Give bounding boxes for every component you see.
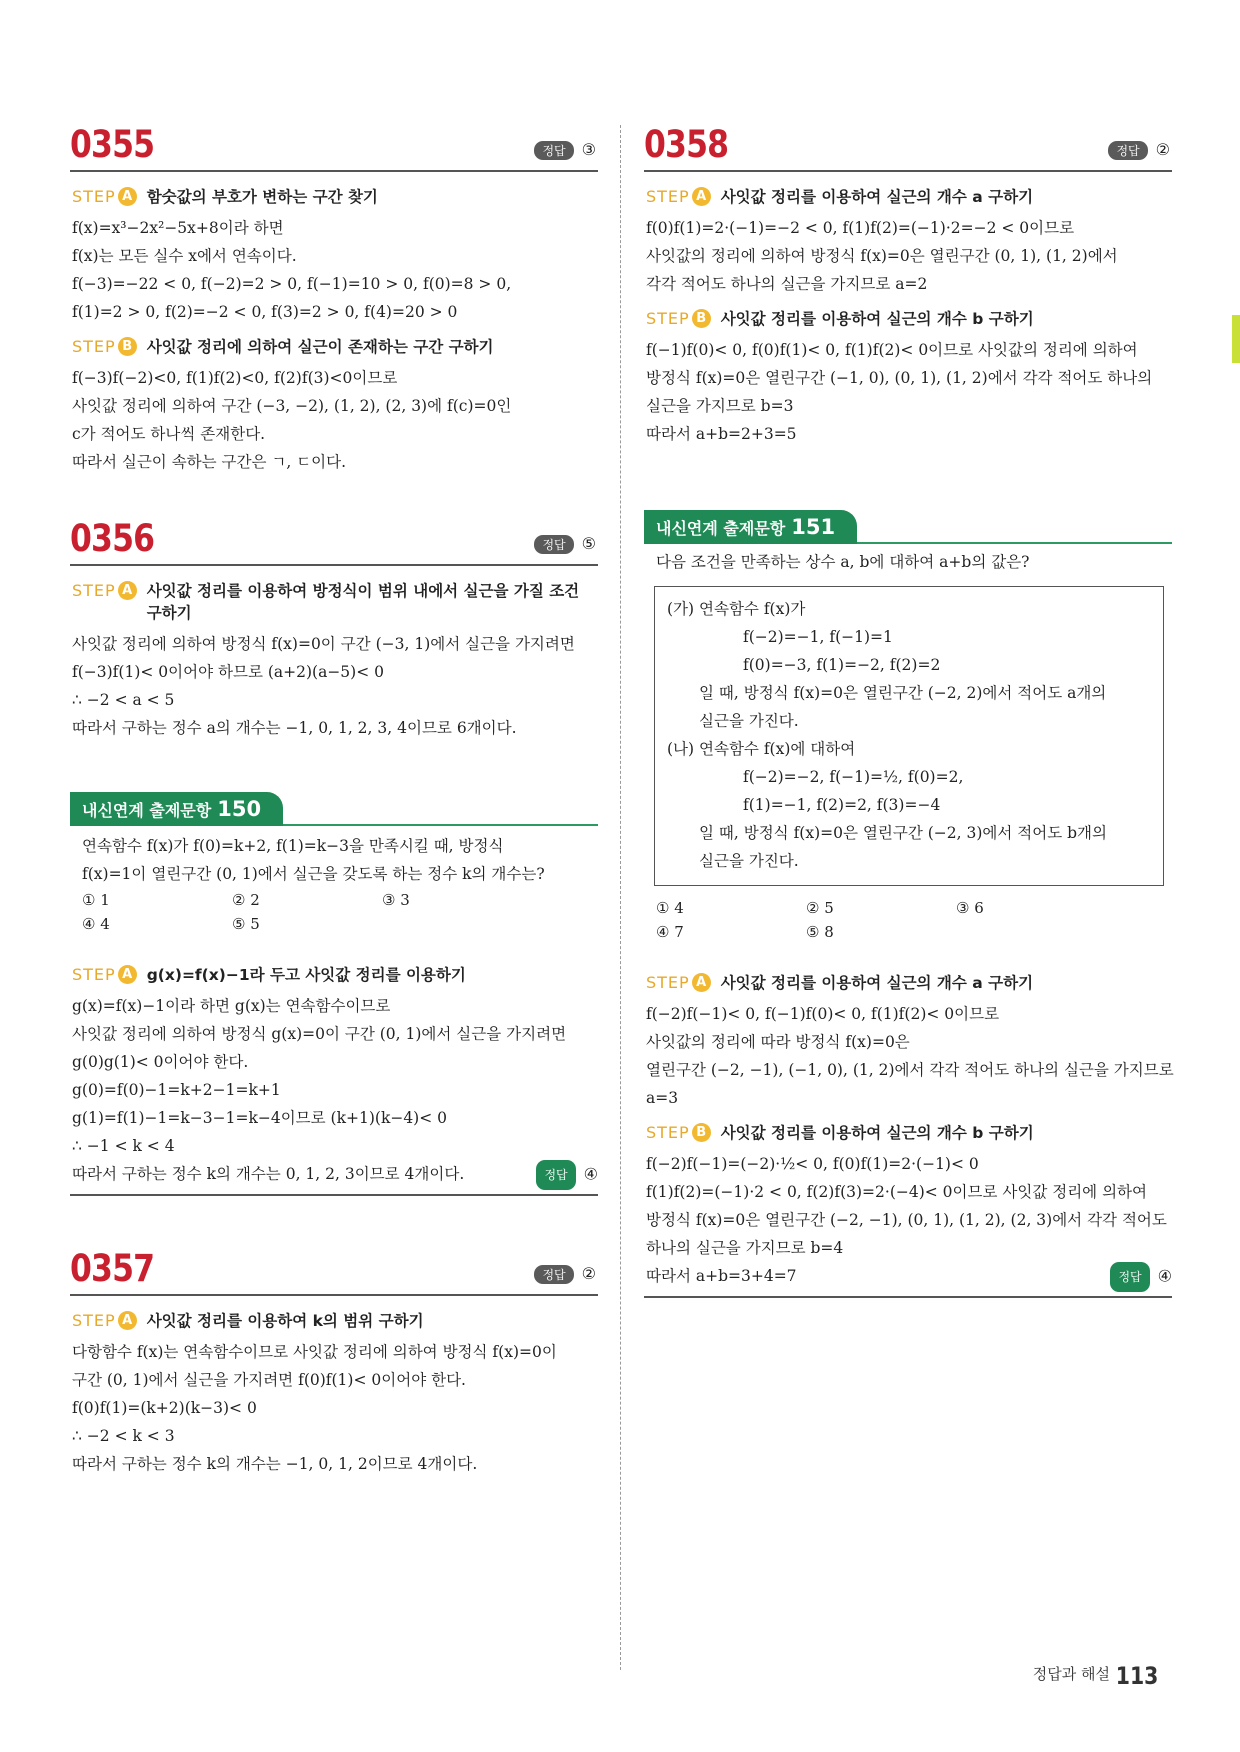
solution-line: 실근을 가지므로 b=3	[646, 397, 794, 415]
problem-number: 0355	[70, 123, 155, 166]
step-b: STEP B 사잇값 정리를 이용하여 실근의 개수 b 구하기	[646, 1123, 1034, 1142]
answer	[536, 1160, 598, 1190]
condition-line: f(0)=−3, f(1)=−2, f(2)=2	[743, 656, 941, 674]
choices	[656, 896, 1172, 944]
solution-line: f(x)=x³−2x²−5x+8이라 하면	[72, 219, 284, 237]
choice: ② 5	[806, 899, 834, 917]
solution-line: 따라서 구하는 정수 k의 개수는 −1, 0, 1, 2이므로 4개이다.	[72, 1455, 478, 1473]
choice: ② 2	[232, 891, 260, 909]
condition-line: f(1)=−1, f(2)=2, f(3)=−4	[743, 796, 941, 814]
solution-line: f(−3)=−22 < 0, f(−2)=2 > 0, f(−1)=10 > 0, f(0)=8 > 0,	[72, 275, 512, 293]
solution-line: f(1)f(2)=(−1)·2 < 0, f(2)f(3)=2·(−4)< 0이므로 사잇값 정리에 의하여	[646, 1183, 1147, 1201]
problem-header-0356	[70, 506, 598, 566]
step-a: STEP A 사잇값 정리를 이용하여 실근의 개수 a 구하기	[646, 187, 1034, 206]
left-column	[70, 112, 598, 1478]
choices	[82, 888, 598, 936]
problem-number: 0358	[644, 123, 729, 166]
step-a: STEP A g(x)=f(x)−1라 두고 사잇값 정리를 이용하기	[72, 965, 466, 984]
naesin-tab: 내신연계 출제문항 151	[644, 510, 857, 544]
answer	[534, 534, 596, 554]
choice: ③ 6	[956, 899, 984, 917]
step-b: STEP B 사잇값 정리에 의하여 실근이 존재하는 구간 구하기	[72, 337, 494, 356]
solution-line: f(0)f(1)=2·(−1)=−2 < 0, f(1)f(2)=(−1)·2=−2 < 0이므로	[646, 219, 1075, 237]
step-a: STEP A 함숫값의 부호가 변하는 구간 찾기	[72, 187, 378, 206]
solution-line: f(−3)f(−2)<0, f(1)f(2)<0, f(2)f(3)<0이므로	[72, 369, 398, 387]
answer-badge: 정답	[1110, 1262, 1149, 1292]
solution-line: a=3	[646, 1089, 679, 1107]
solution-line-last: 따라서 구하는 정수 k의 개수는 0, 1, 2, 3이므로 4개이다. 정답 ④	[72, 1160, 598, 1188]
solution-line-last: 따라서 a+b=3+4=7 정답 ④	[646, 1262, 1172, 1290]
choice: ④ 4	[82, 915, 110, 933]
step-b: STEP B 사잇값 정리를 이용하여 실근의 개수 b 구하기	[646, 309, 1034, 328]
solution-line: f(−2)f(−1)< 0, f(−1)f(0)< 0, f(1)f(2)< 0이므로	[646, 1005, 1000, 1023]
choice: ⑤ 8	[806, 923, 834, 941]
solution-line: f(x)는 모든 실수 x에서 연속이다.	[72, 247, 297, 265]
answer	[1110, 1262, 1172, 1292]
solution-line: g(0)g(1)< 0이어야 한다.	[72, 1053, 249, 1071]
section-rule	[644, 1296, 1172, 1298]
condition-line: (나) 연속함수 f(x)에 대하여	[667, 740, 856, 758]
choice: ① 4	[656, 899, 684, 917]
question-line: 연속함수 f(x)가 f(0)=k+2, f(1)=k−3을 만족시킬 때, 방정식	[82, 837, 504, 855]
solution-line: 따라서 구하는 정수 a의 개수는 −1, 0, 1, 2, 3, 4이므로 6개이다.	[72, 719, 517, 737]
column-divider	[620, 125, 621, 1670]
solution-line: f(−3)f(1)< 0이어야 하므로 (a+2)(a−5)< 0	[72, 663, 384, 681]
problem-header-0358	[644, 112, 1172, 172]
solution-line: 다항함수 f(x)는 연속함수이므로 사잇값 정리에 의하여 방정식 f(x)=0이	[72, 1343, 557, 1361]
solution-line: g(0)=f(0)−1=k+2−1=k+1	[72, 1081, 281, 1099]
answer-value: ④	[583, 1164, 598, 1184]
step-a: STEP A 사잇값 정리를 이용하여 실근의 개수 a 구하기	[646, 973, 1034, 992]
answer	[534, 1264, 596, 1284]
solution-line: 따라서 a+b=2+3=5	[646, 425, 797, 443]
solution-line: 방정식 f(x)=0은 열린구간 (−2, −1), (0, 1), (1, 2), (2, 3)에서 각각 적어도	[646, 1211, 1167, 1229]
step-a: STEP A 사잇값 정리를 이용하여 방정식이 범위 내에서 실근을 가질 조건 구하기	[72, 581, 580, 622]
condition-line: 실근을 가진다.	[699, 852, 799, 870]
solution-line: 방정식 f(x)=0은 열린구간 (−1, 0), (0, 1), (1, 2)에서 각각 적어도 하나의	[646, 369, 1153, 387]
solution-line: c가 적어도 하나씩 존재한다.	[72, 425, 266, 443]
answer-value: ②	[581, 1264, 596, 1283]
condition-line: 실근을 가진다.	[699, 712, 799, 730]
solution-line: 사잇값의 정리에 따라 방정식 f(x)=0은	[646, 1033, 910, 1051]
solution-line: 하나의 실근을 가지므로 b=4	[646, 1239, 844, 1257]
condition-line: 일 때, 방정식 f(x)=0은 열린구간 (−2, 2)에서 적어도 a개의	[699, 684, 1107, 702]
answer-value: ④	[1157, 1266, 1172, 1286]
footer-title: 정답과 해설	[1032, 1665, 1110, 1683]
solution-line: 따라서 실근이 속하는 구간은 ㄱ, ㄷ이다.	[72, 453, 347, 471]
solution-line: g(1)=f(1)−1=k−3−1=k−4이므로 (k+1)(k−4)< 0	[72, 1109, 448, 1127]
step-a: STEP A 사잇값 정리를 이용하여 k의 범위 구하기	[72, 1311, 424, 1330]
solution-line: 사잇값 정리에 의하여 방정식 f(x)=0이 구간 (−3, 1)에서 실근을 가지려면	[72, 635, 575, 653]
choice: ⑤ 5	[232, 915, 260, 933]
solution-line: f(0)f(1)=(k+2)(k−3)< 0	[72, 1399, 257, 1417]
answer-badge: 정답	[1108, 141, 1147, 160]
condition-box	[654, 586, 1164, 886]
problem-number: 0356	[70, 517, 155, 560]
choice: ④ 7	[656, 923, 684, 941]
side-index-tab	[1232, 315, 1240, 363]
solution-line: 사잇값 정리에 의하여 방정식 g(x)=0이 구간 (0, 1)에서 실근을 가지려면	[72, 1025, 567, 1043]
solution-line: 사잇값의 정리에 의하여 방정식 f(x)=0은 열린구간 (0, 1), (1, 2)에서	[646, 247, 1118, 265]
right-column	[644, 112, 1172, 1298]
condition-line: f(−2)=−1, f(−1)=1	[743, 628, 893, 646]
condition-line: f(−2)=−2, f(−1)=½, f(0)=2,	[743, 768, 964, 786]
solution-line: f(1)=2 > 0, f(2)=−2 < 0, f(3)=2 > 0, f(4)=20 > 0	[72, 303, 458, 321]
answer	[534, 140, 596, 160]
solution-line: ∴ −2 < a < 5	[72, 691, 175, 709]
answer-badge: 정답	[534, 1265, 573, 1284]
solution-line: ∴ −2 < k < 3	[72, 1427, 175, 1445]
page-number: 113	[1115, 1662, 1159, 1690]
solution-line: 구간 (0, 1)에서 실근을 가지려면 f(0)f(1)< 0이어야 한다.	[72, 1371, 466, 1389]
answer-badge: 정답	[534, 535, 573, 554]
question-line: f(x)=1이 열린구간 (0, 1)에서 실근을 갖도록 하는 정수 k의 개수는?	[82, 865, 545, 883]
solution-line: f(−1)f(0)< 0, f(0)f(1)< 0, f(1)f(2)< 0이므로 사잇값의 정리에 의하여	[646, 341, 1138, 359]
answer-value: ③	[581, 140, 596, 159]
solution-line: g(x)=f(x)−1이라 하면 g(x)는 연속함수이므로	[72, 997, 391, 1015]
condition-line: (가) 연속함수 f(x)가	[667, 600, 806, 618]
naesin-header-151	[644, 508, 1172, 544]
choice: ③ 3	[382, 891, 410, 909]
solution-line: 사잇값 정리에 의하여 구간 (−3, −2), (1, 2), (2, 3)에 f(c)=0인	[72, 397, 512, 415]
naesin-tab: 내신연계 출제문항 150	[70, 792, 283, 826]
solution-line: 열린구간 (−2, −1), (−1, 0), (1, 2)에서 각각 적어도 하나의 실근을 가지므로	[646, 1061, 1174, 1079]
answer-badge: 정답	[534, 141, 573, 160]
answer-value: ②	[1155, 140, 1170, 159]
question-line: 다음 조건을 만족하는 상수 a, b에 대하여 a+b의 값은?	[656, 553, 1030, 571]
answer-badge: 정답	[536, 1160, 575, 1190]
answer-value: ⑤	[581, 534, 596, 553]
solution-line: f(−2)f(−1)=(−2)·½< 0, f(0)f(1)=2·(−1)< 0	[646, 1155, 979, 1173]
naesin-header-150	[70, 790, 598, 826]
condition-line: 일 때, 방정식 f(x)=0은 열린구간 (−2, 3)에서 적어도 b개의	[699, 824, 1107, 842]
solution-line: 각각 적어도 하나의 실근을 가지므로 a=2	[646, 275, 928, 293]
problem-header-0357	[70, 1236, 598, 1296]
problem-number: 0357	[70, 1247, 155, 1290]
choice: ① 1	[82, 891, 110, 909]
answer	[1108, 140, 1170, 160]
problem-header-0355	[70, 112, 598, 172]
solution-line: ∴ −1 < k < 4	[72, 1137, 175, 1155]
